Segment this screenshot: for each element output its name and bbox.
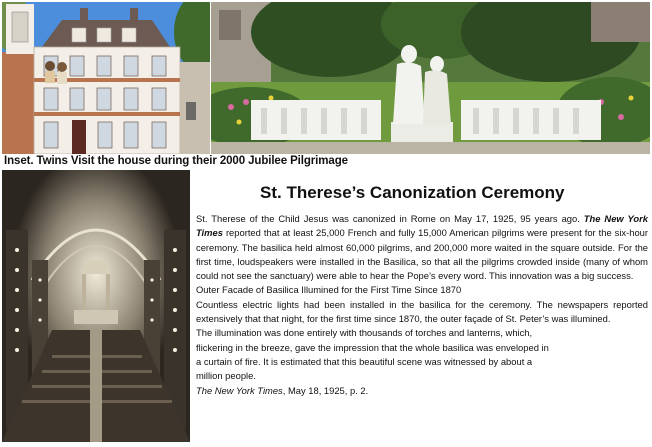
nyt-reference: The New York Times [196, 213, 648, 239]
source-citation [196, 384, 648, 398]
paragraph-1 [196, 212, 648, 283]
house-illustration [2, 2, 210, 154]
basilica-interior-photo [2, 170, 190, 442]
basilica-illustration [2, 170, 190, 442]
photo-caption: Inset. Twins Visit the house during their 2000 Jubilee Pilgrimage [4, 155, 348, 167]
paragraph-3-line-4: million people. [196, 370, 256, 382]
paragraph-3-line-3: a curtain of fire. It is estimated that this beautiful scene was witnessed by about a [196, 355, 533, 367]
garden-statue-photo [211, 2, 650, 154]
source-publication: The New York Times [196, 384, 283, 396]
source-details: , May 18, 1925, p. 2. [282, 384, 369, 396]
section-heading: Outer Facade of Basilica Illumined for the First Time Since 1870 [196, 284, 462, 296]
garden-illustration [211, 2, 650, 154]
paragraph-2: Countless electric lights had been installed in the basilica for the ceremony. The newspapers reported extensively that that night, for the first time since 1870, the outer façade of St. Peter’s was illumined. [196, 298, 648, 325]
house-photo [2, 2, 210, 154]
article-body [196, 212, 648, 398]
paragraph-3-line-1: The illumination was done entirely with thousands of torches and lanterns, which, [196, 327, 533, 339]
p1-body: reported that at least 25,000 French and fully 15,000 American pilgrims were present for the six-hour ceremony. The basilica held almost 60,000 pilgrims, and 200,000 more waited in the square outside. For the first time, loudspeakers were installed in the Basilica, so that all the pilgrims crowded inside (many of whom could not see the sanctuary) were able to hear the Pope’s every word. This innovation was a big success. [196, 227, 649, 282]
article-title: St. Therese’s Canonization Ceremony [260, 183, 565, 202]
p1-intro: St. Therese of the Child Jesus was canonized in Rome on May 17, 1925, 95 years ago. [196, 213, 580, 224]
paragraph-3-line-2: flickering in the breeze, gave the impression that the whole basilica was enveloped in [196, 341, 549, 353]
